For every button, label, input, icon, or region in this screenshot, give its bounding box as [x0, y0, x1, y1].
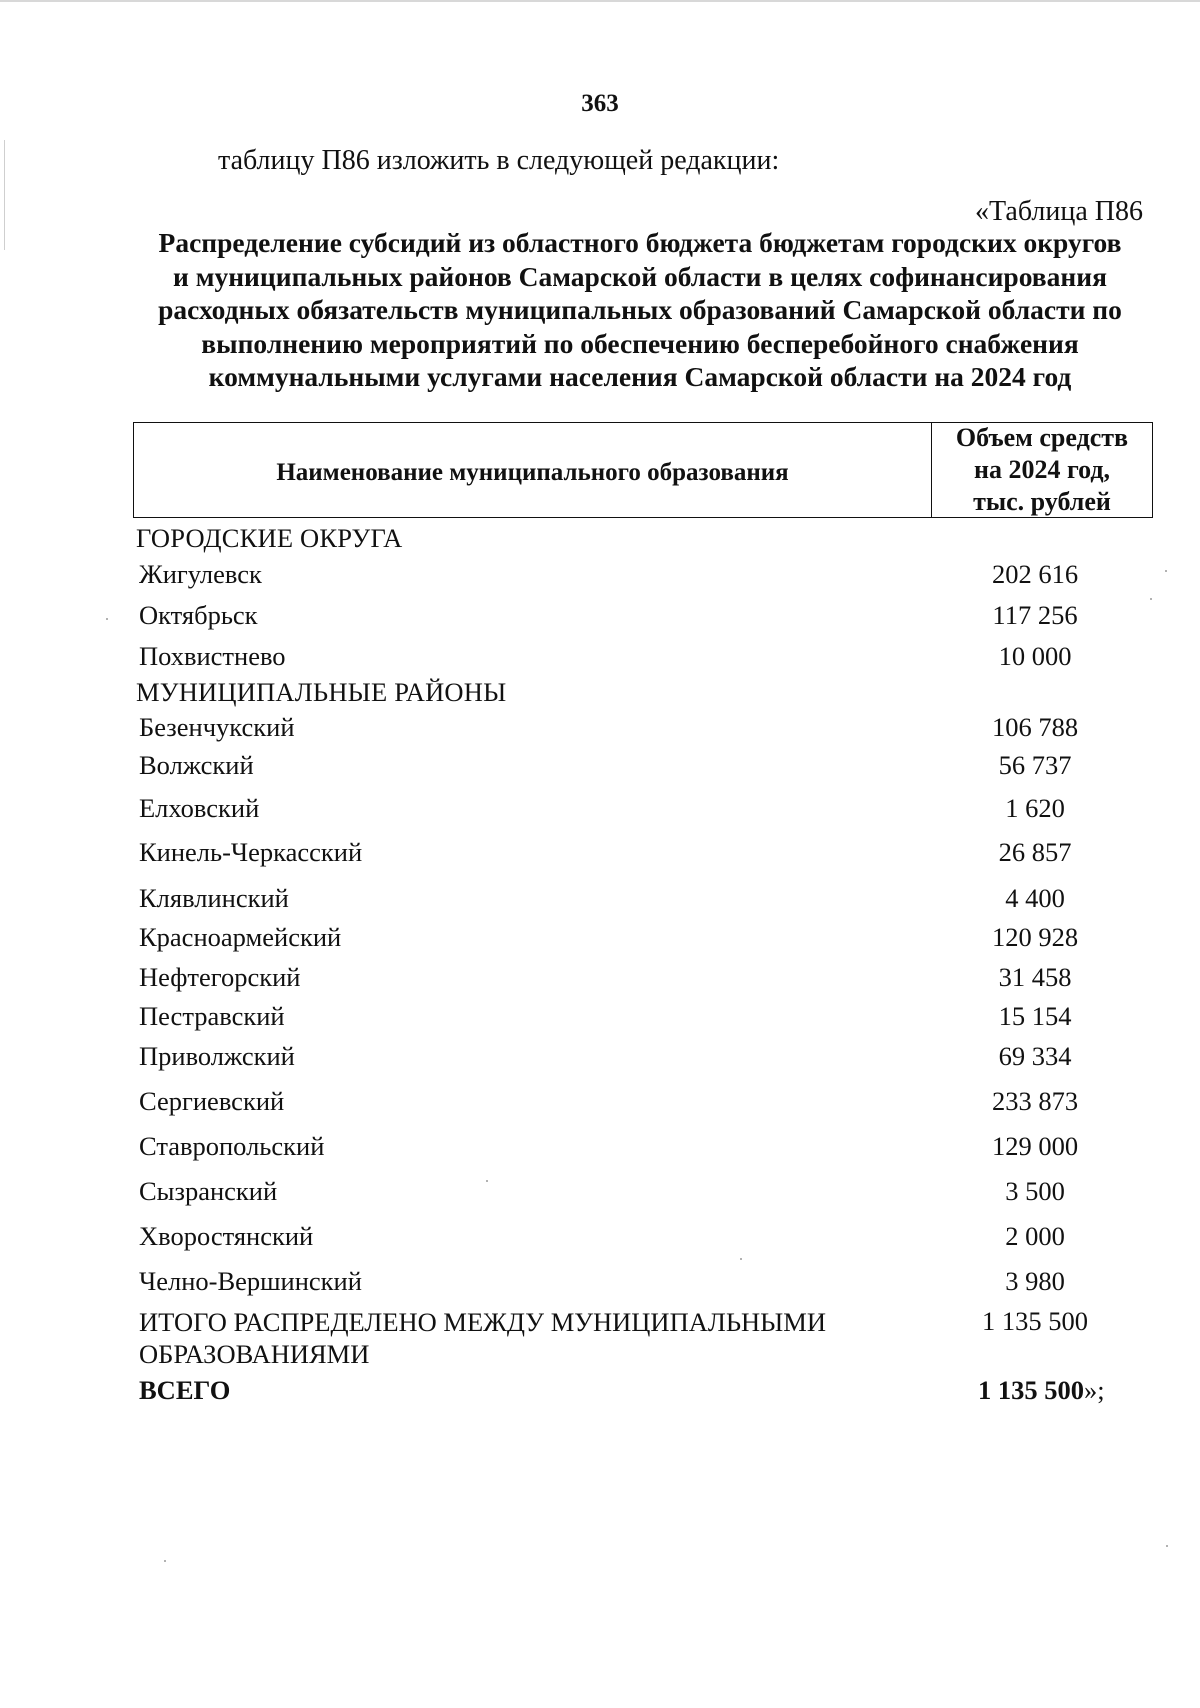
row-name: Безенчукский — [139, 712, 295, 742]
row-name: Челно-Вершинский — [139, 1266, 362, 1296]
heading-line: и муниципальных районов Самарской области в целях софинансирования — [173, 260, 1107, 292]
row-value: 202 616 — [991, 559, 1079, 589]
row-value: 31 458 — [998, 962, 1072, 992]
row-name: ГОРОДСКИЕ ОКРУГА — [136, 523, 403, 553]
heading-line: выполнению мероприятий по обеспечению бесперебойного снабжения — [201, 327, 1079, 359]
row-name: Похвистнево — [139, 641, 286, 671]
row-value: 129 000 — [991, 1131, 1079, 1161]
row-value: 1 620 — [1005, 793, 1065, 823]
intro-text: таблицу П86 изложить в следующей редакции: — [218, 145, 780, 176]
scan-edge-left — [4, 140, 5, 250]
table-header — [133, 422, 1153, 518]
column-header-volume — [932, 423, 1152, 517]
row-value: 2 000 — [1005, 1221, 1065, 1251]
row-value: 4 400 — [1005, 883, 1065, 913]
row-name: Красноармейский — [139, 922, 342, 952]
column-header-volume-line: на 2024 год, — [973, 455, 1111, 484]
row-value: 106 788 — [991, 712, 1079, 742]
scan-speck — [1150, 598, 1152, 600]
table-reference: «Таблица П86 — [975, 196, 1143, 227]
row-name: Октябрьск — [139, 600, 258, 630]
row-name: Волжский — [139, 750, 254, 780]
row-name-line: ОБРАЗОВАНИЯМИ — [139, 1339, 370, 1369]
row-value: 3 500 — [1005, 1176, 1065, 1206]
row-value: 56 737 — [998, 750, 1072, 780]
row-value — [978, 1375, 1105, 1406]
scan-speck — [164, 1560, 166, 1562]
column-header-name: Наименование муниципального образования — [134, 423, 932, 517]
row-name: Нефтегорский — [139, 962, 301, 992]
table-heading — [120, 226, 1160, 394]
row-value: 15 154 — [998, 1001, 1072, 1031]
row-name: Хворостянский — [139, 1221, 314, 1251]
row-name-line: ИТОГО РАСПРЕДЕЛЕНО МЕЖДУ МУНИЦИПАЛЬНЫМИ — [139, 1307, 826, 1337]
row-name: Жигулевск — [139, 559, 262, 589]
row-value: 120 928 — [991, 922, 1079, 952]
scan-speck — [486, 1180, 488, 1182]
heading-line: расходных обязательств муниципальных образований Самарской области по — [158, 294, 1122, 325]
row-name: Клявлинский — [139, 883, 289, 913]
page-number: 363 — [581, 90, 619, 117]
row-name: Сергиевский — [139, 1086, 285, 1116]
row-name — [139, 1306, 826, 1370]
scan-edge-top — [0, 0, 1200, 2]
row-name: Елховский — [139, 793, 260, 823]
row-value: 69 334 — [998, 1041, 1072, 1071]
row-name: ВСЕГО — [139, 1375, 231, 1405]
row-name: Кинель-Черкасский — [139, 837, 363, 867]
heading-line: Распределение субсидий из областного бюджета бюджетам городских округов — [158, 227, 1122, 258]
row-value: 117 256 — [992, 600, 1078, 630]
closing-quote-suffix: »; — [1084, 1375, 1105, 1405]
scan-speck — [740, 1258, 742, 1260]
row-value: 10 000 — [998, 641, 1072, 671]
row-name: МУНИЦИПАЛЬНЫЕ РАЙОНЫ — [136, 677, 507, 707]
scan-speck — [106, 618, 108, 620]
scan-speck — [1166, 1545, 1168, 1547]
heading-line: коммунальными услугами населения Самарской области на 2024 год — [208, 361, 1072, 392]
column-header-volume-line: Объем средств — [955, 423, 1129, 452]
row-name: Пестравский — [139, 1001, 285, 1031]
row-value: 233 873 — [991, 1086, 1079, 1116]
row-name: Ставропольский — [139, 1131, 325, 1161]
scan-speck — [1165, 570, 1167, 572]
row-name: Приволжский — [139, 1041, 295, 1071]
row-value: 3 980 — [1005, 1266, 1065, 1296]
row-value: 1 135 500 — [982, 1306, 1088, 1336]
row-name: Сызранский — [139, 1176, 278, 1206]
column-header-volume-line: тыс. рублей — [973, 487, 1111, 516]
row-value: 26 857 — [998, 837, 1072, 867]
grand-total-value: 1 135 500 — [978, 1375, 1084, 1405]
